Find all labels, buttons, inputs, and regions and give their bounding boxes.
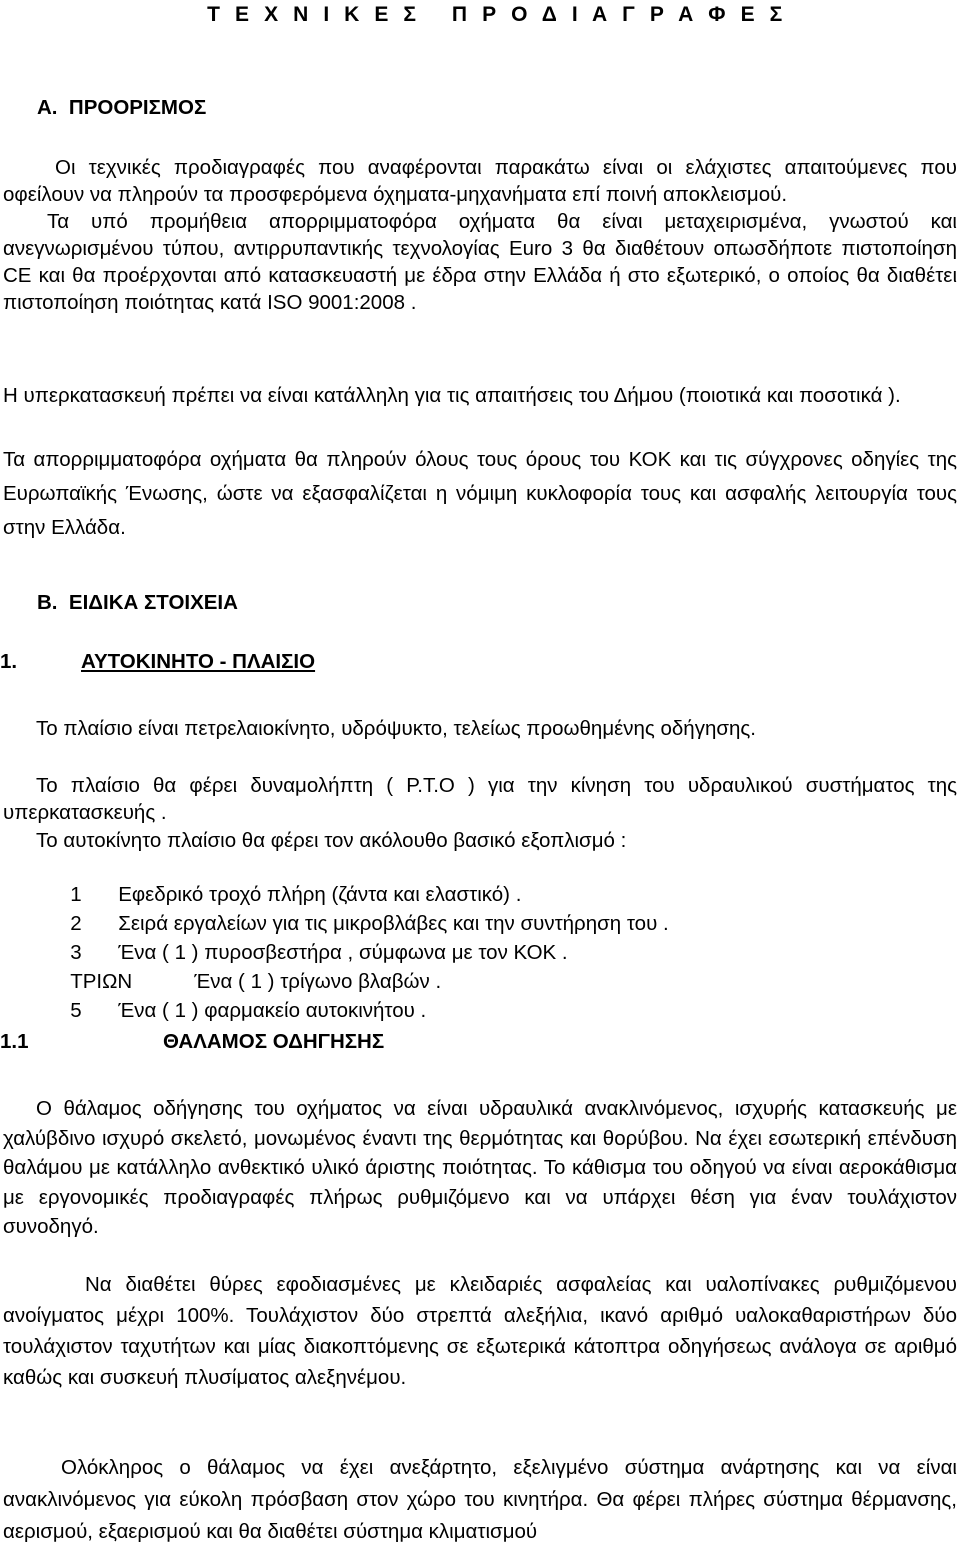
- chassis-para-1: Το πλαίσιο είναι πετρελαιοκίνητο, υδρόψυκτο, τελείως προωθημένης οδήγησης.: [36, 717, 756, 740]
- cabin-para-2: Να διαθέτει θύρες εφοδιασμένες με κλειδαριές ασφαλείας και υαλοπίνακες ρυθμιζόμενου ανοίγματος μέχρι 100%. Τουλάχιστον δύο στρεπτά αλεξήλια, ικανό αριθμό υαλοκαθαριστήρων δύο τουλάχιστον ταχυτήτων και μίας διακοπτόμενης σε εξωτερικά κάτοπτρα οδηγήσεως ανάλογα σε αριθμό καθώς και συσκευή πλυσίματος αλεξηνέμου.: [3, 1273, 957, 1389]
- subsection-1-1-title: ΘΑΛΑΜΟΣ ΟΔΗΓΗΣΗΣ: [163, 1030, 385, 1053]
- chassis-para-3: Το αυτοκίνητο πλαίσιο θα φέρει τον ακόλουθο βασικό εξοπλισμό :: [36, 829, 627, 852]
- section-a-para-1: Οι τεχνικές προδιαγραφές που αναφέρονται παρακάτω είναι οι ελάχιστες απαιτούμενες που οφείλουν να πληρούν τα προσφερόμενα όχηματα-μηχανήματα επί ποινή αποκλεισμού.: [3, 156, 957, 206]
- subsection-1-number: 1.: [0, 650, 18, 673]
- chassis-para-2: Το πλαίσιο θα φέρει δυναμολήπτη ( P.T.O ) για την κίνηση του υδραυλικού συστήματος της υπερκατασκευής .: [3, 774, 957, 824]
- section-b-heading: Β. ΕΙΔΙΚΑ ΣΤΟΙΧΕΙΑ: [37, 591, 238, 614]
- section-a-para-3: Η υπερκατασκευή πρέπει να είναι κατάλληλη για τις απαιτήσεις του Δήμου (ποιοτικά και ποσοτικά ).: [3, 384, 901, 407]
- document-title: Τ Ε Χ Ν Ι Κ Ε Σ Π Ρ Ο Δ Ι Α Γ Ρ Α Φ Ε Σ: [207, 3, 787, 26]
- list-item-text: Ένα ( 1 ) πυροσβεστήρα , σύμφωνα με τον ΚΟΚ .: [118, 941, 568, 964]
- list-item-text: Εφεδρικό τροχό πλήρη (ζάντα και ελαστικό) .: [118, 883, 522, 906]
- list-item-number: ΤΡΙΩΝ: [70, 970, 133, 993]
- cabin-para-3: Ολόκληρος ο θάλαμος να έχει ανεξάρτητο, εξελιγμένο σύστημα ανάρτησης και να είναι ανακλινόμενος για εύκολη πρόσβαση στον χώρο του κινητήρα. Θα φέρει πλήρες σύστημα θέρμανσης, αερισμού, εξαερισμού και θα διαθέτει σύστημα κλιματισμού: [3, 1456, 957, 1543]
- list-item-text: Ένα ( 1 ) φαρμακείο αυτοκινήτου .: [118, 999, 427, 1022]
- subsection-1-1-number: 1.1: [0, 1030, 29, 1053]
- section-a-para-2: Τα υπό προμήθεια απορριμματοφόρα οχήματα θα είναι μεταχειρισμένα, γνωστού και ανεγνωρισμένου τύπου, αντιρρυπαντικής τεχνολογίας Euro 3 θα διαθέτουν οπωσδήποτε πιστοποίηση CE και θα προέρχονται από κατασκευαστή με έδρα στην Ελλάδα ή στο εξωτερικό, ο οποίος θα διαθέτει πιστοποίηση ποιότητας κατά ISO 9001:2008 .: [3, 210, 957, 314]
- list-item-number: 1: [70, 883, 82, 906]
- section-a-para-4: Τα απορριμματοφόρα οχήματα θα πληρούν όλους τους όρους του ΚΟΚ και τις σύγχρονες οδηγίες της Ευρωπαϊκής Ένωσης, ώστε να εξασφαλίζεται η νόμιμη κυκλοφορία τους και ασφαλής λειτουργία τους στην Ελλάδα.: [3, 448, 957, 539]
- list-item-text: Σειρά εργαλείων για τις μικροβλάβες και την συντήρηση του .: [118, 912, 669, 935]
- list-item-number: 3: [70, 941, 82, 964]
- list-item-number: 5: [70, 999, 82, 1022]
- subsection-1-title: ΑΥΤΟΚΙΝΗΤΟ - ΠΛΑΙΣΙΟ: [81, 650, 316, 673]
- section-a-heading: Α. ΠΡΟΟΡΙΣΜΟΣ: [37, 96, 207, 119]
- cabin-para-1: Ο θάλαμος οδήγησης του οχήματος να είναι υδραυλικά ανακλινόμενος, ισχυρής κατασκευής με χαλύβδινο ισχυρό σκελετό, μονωμένος έναντι της θερμότητας και θορύβου. Να έχει εσωτερική επένδυση θαλάμου με κατάλληλο ανθεκτικό υλικό άριστης ποιότητας. Το κάθισμα του οδηγού να είναι αεροκάθισμα με εργονομικές προδιαγραφές πλήρως ρυθμιζόμενο και να υπάρχει θέση για έναν τουλάχιστον συνοδηγό.: [3, 1097, 957, 1238]
- list-item-number: 2: [70, 912, 82, 935]
- list-item-text: Ένα ( 1 ) τρίγωνο βλαβών .: [194, 970, 442, 993]
